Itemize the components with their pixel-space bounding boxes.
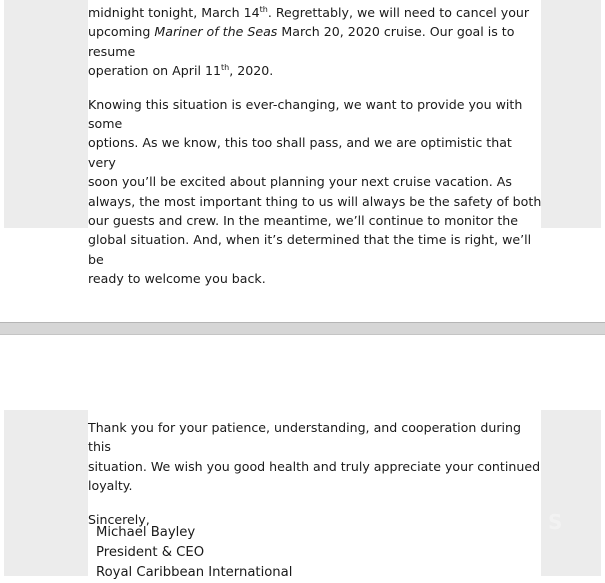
text-run: , 2020. xyxy=(229,63,274,79)
company-name: Royal Caribbean International xyxy=(96,565,293,580)
signer-name: Michael Bayley xyxy=(96,525,196,540)
page-separator xyxy=(0,322,605,335)
right-margin-panel xyxy=(541,410,601,576)
text-line: ready to welcome you back. xyxy=(88,271,266,287)
superscript: th xyxy=(220,63,230,73)
text-line: Thank you for your patience, understanding, and cooperation during this xyxy=(88,420,521,455)
letter-body-page-1 xyxy=(88,3,543,289)
left-margin-panel xyxy=(4,410,88,576)
text-line: options. As we know, this too shall pass, and we are optimistic that very xyxy=(88,135,512,170)
document-page-2 xyxy=(0,335,605,580)
text-run: . Regrettably, we will need to cancel your xyxy=(267,5,530,20)
text-run: midnight tonight, March 14 xyxy=(88,5,260,20)
text-run: upcoming xyxy=(88,24,155,40)
text-line: loyalty. xyxy=(88,478,133,494)
text-line: Knowing this situation is ever-changing, we want to provide you with some xyxy=(88,96,523,132)
text-line: always, the most important thing to us will always be the safety of both xyxy=(88,193,542,209)
ship-name: Mariner of the Seas xyxy=(154,24,278,40)
text-line: our guests and crew. In the meantime, we’ll continue to monitor the xyxy=(88,213,519,229)
text-run: March 20, 2020 cruise. Our goal is to resume xyxy=(88,24,515,59)
text-line: situation. We wish you good health and truly appreciate your continued xyxy=(88,458,541,474)
signature-block xyxy=(96,523,292,583)
paragraph-options xyxy=(88,95,543,289)
right-margin-panel xyxy=(541,0,601,228)
superscript: th xyxy=(259,4,268,14)
text-line: global situation. And, when it’s determined that the time is right, we’ll be xyxy=(88,232,532,267)
watermark-mark: S xyxy=(548,510,563,534)
paragraph-cancellation xyxy=(88,3,543,81)
closing: Sincerely, xyxy=(88,511,150,527)
paragraph-thanks xyxy=(88,418,543,496)
letter-body-page-2 xyxy=(88,418,543,529)
text-run: operation on April 11 xyxy=(88,63,221,79)
signer-title: President & CEO xyxy=(96,545,205,560)
text-line: soon you’ll be excited about planning your next cruise vacation. As xyxy=(88,174,512,190)
left-margin-panel xyxy=(4,0,88,228)
